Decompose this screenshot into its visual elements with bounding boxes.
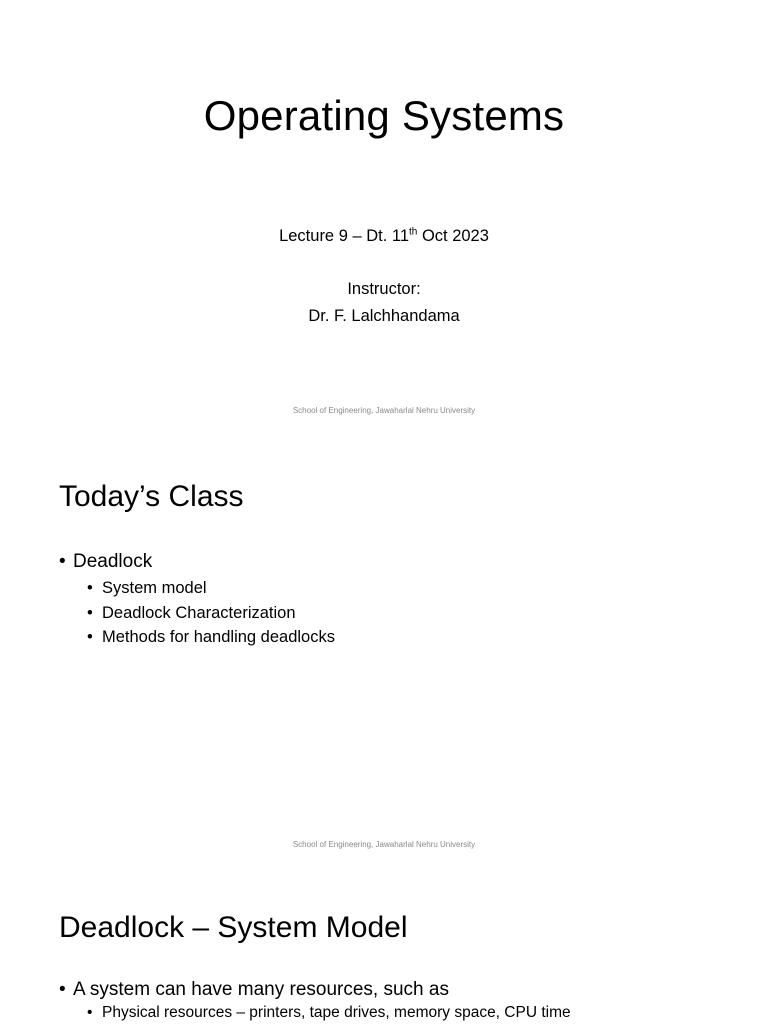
- presentation-title: Operating Systems: [203, 92, 565, 139]
- bullet-text: Deadlock: [73, 551, 153, 572]
- slide-footer: School of Engineering, Jawaharlal Nehru University: [292, 406, 476, 415]
- bullet-list: [59, 978, 571, 1023]
- lecture-suffix: Oct 2023: [417, 227, 489, 245]
- instructor-name: Dr. F. Lalchhandama: [308, 307, 460, 325]
- slide-heading: Deadlock – System Model: [59, 911, 408, 944]
- sub-bullet-list: [87, 576, 335, 650]
- agenda-slide: [0, 433, 768, 866]
- title-slide: [0, 0, 768, 433]
- sub-bullet-item: • Methods for handling deadlocks: [87, 625, 335, 650]
- date-superscript: th: [409, 226, 418, 238]
- bullet-list: [59, 550, 335, 650]
- slide-footer: School of Engineering, Jawaharlal Nehru University: [292, 840, 476, 849]
- sub-bullet-item: • System model: [87, 576, 335, 601]
- sub-bullet-list: [87, 1002, 571, 1023]
- sub-bullet-item: • Physical resources – printers, tape drives, memory space, CPU time: [87, 1002, 571, 1023]
- lecture-prefix: Lecture 9 – Dt. 11: [279, 227, 410, 245]
- sub-bullet-item: • Deadlock Characterization: [87, 601, 335, 626]
- slide-heading: Today’s Class: [59, 480, 244, 513]
- instructor-label: Instructor:: [347, 280, 421, 298]
- bullet-text: A system can have many resources, such as: [73, 979, 449, 1000]
- bullet-item: [59, 550, 335, 650]
- bullet-item: [59, 978, 571, 1023]
- lecture-info: [0, 227, 768, 246]
- content-slide: [0, 866, 768, 1024]
